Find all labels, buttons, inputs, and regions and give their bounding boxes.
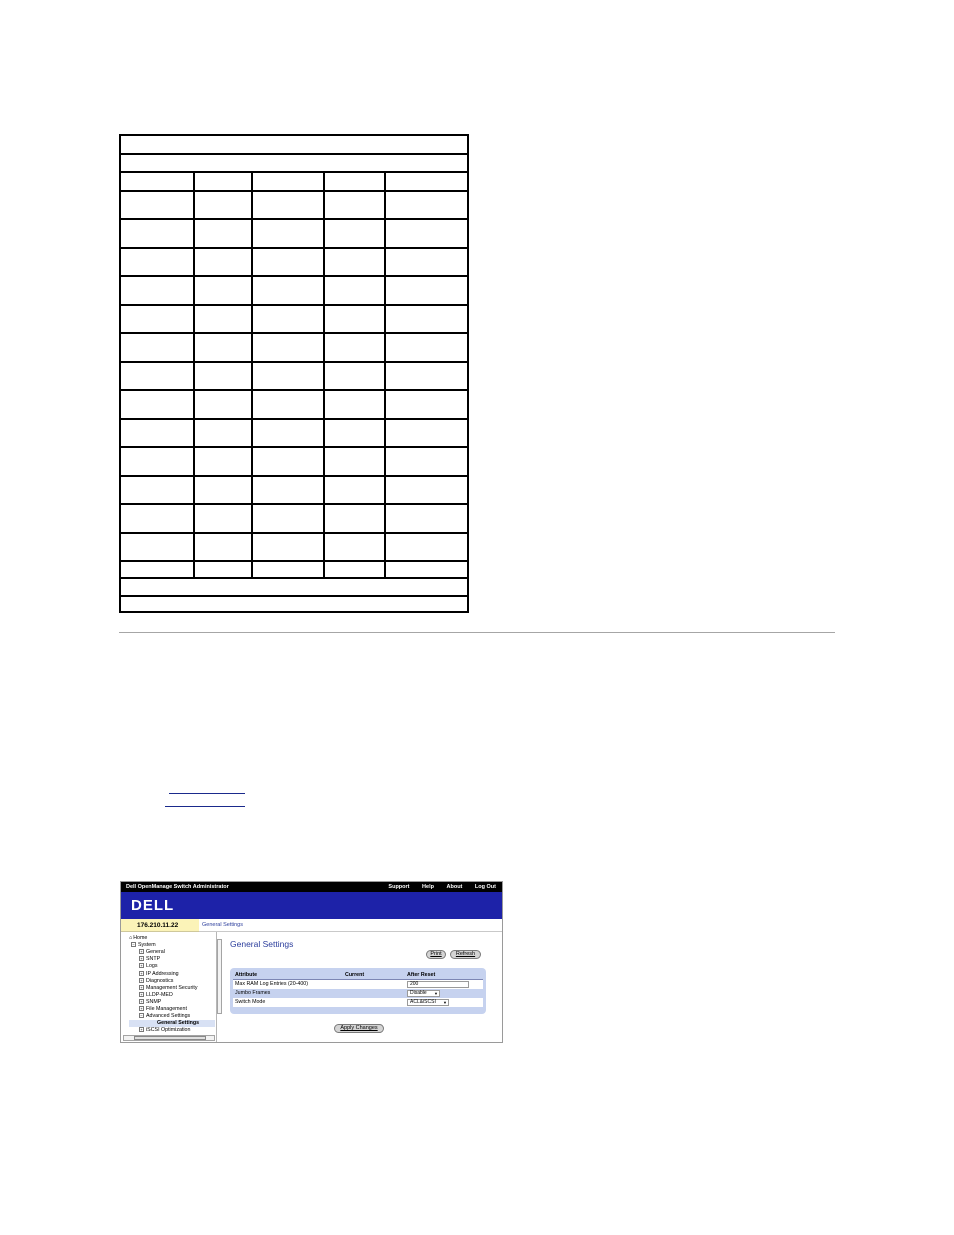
attribute-row: [233, 998, 483, 1007]
page-title: General Settings: [230, 939, 294, 949]
attribute-row: [233, 989, 483, 998]
jumbo-frames-select[interactable]: [407, 990, 440, 997]
tree-item-label: System: [138, 942, 156, 949]
about-link[interactable]: About: [446, 884, 463, 890]
tree-item[interactable]: [139, 949, 165, 956]
attributes-panel: [230, 968, 486, 1014]
tree-item[interactable]: [129, 935, 147, 942]
tree-vertical-scrollbar[interactable]: [217, 939, 222, 1014]
top-links: [377, 882, 496, 892]
collapse-icon[interactable]: −: [140, 1013, 143, 1019]
expand-icon[interactable]: +: [140, 956, 143, 962]
tree-item-label: iSCSI Optimization: [146, 1027, 191, 1034]
help-link[interactable]: Help: [422, 884, 434, 890]
refresh-button[interactable]: Refresh: [450, 950, 481, 959]
tree-item[interactable]: [131, 942, 156, 949]
device-ip: 176.210.11.22: [121, 919, 199, 932]
header-attribute: Attribute: [235, 972, 258, 978]
dell-logo: DELL: [131, 897, 175, 914]
expand-icon[interactable]: +: [140, 998, 143, 1004]
tree-horizontal-scrollbar[interactable]: [123, 1035, 215, 1041]
max-ram-log-entries-input[interactable]: 200: [407, 981, 469, 988]
expand-icon[interactable]: +: [140, 1006, 143, 1012]
expand-icon[interactable]: +: [140, 963, 143, 969]
expand-icon[interactable]: +: [140, 1027, 143, 1033]
tree-item-label: LLDP-MED: [146, 991, 173, 998]
switch-mode-value: ACL&iSCSI: [410, 999, 436, 1005]
attributes-header: [233, 971, 483, 980]
dropdown-arrow-icon: ▼: [434, 991, 438, 996]
tree-item-label: General: [146, 949, 165, 956]
print-button[interactable]: Print: [426, 950, 446, 959]
expand-icon[interactable]: +: [140, 970, 143, 976]
top-bar: [121, 882, 502, 892]
tree-item[interactable]: [139, 971, 179, 978]
document-link[interactable]: [165, 793, 245, 807]
tree-item-label: General Settings: [157, 1020, 200, 1027]
attribute-label: Switch Mode: [235, 999, 266, 1005]
tree-item-label: Management Security: [146, 984, 198, 991]
tree-item[interactable]: [139, 956, 160, 963]
app-title: Dell OpenManage Switch Administrator: [126, 884, 229, 890]
tree-item-label: SNTP: [146, 956, 161, 963]
dropdown-arrow-icon: ▼: [443, 1000, 447, 1005]
expand-icon[interactable]: +: [140, 991, 143, 997]
attribute-label: Jumbo Frames: [235, 990, 271, 996]
tree-item[interactable]: [139, 985, 198, 992]
tree-item-label: Logs: [146, 963, 158, 970]
tree-item[interactable]: [139, 992, 173, 999]
tree-item[interactable]: [129, 1020, 215, 1027]
tree-item-label: SNMP: [146, 998, 162, 1005]
expand-icon[interactable]: +: [140, 977, 143, 983]
apply-changes-button[interactable]: Apply Changes: [334, 1024, 384, 1033]
expand-icon[interactable]: +: [140, 949, 143, 955]
grid-table: [119, 134, 469, 613]
section-divider: [119, 632, 835, 633]
jumbo-frames-value: Disable: [410, 990, 427, 996]
home-icon: ⌂: [129, 935, 133, 941]
collapse-icon[interactable]: −: [132, 942, 135, 948]
header-current: Current: [345, 972, 365, 978]
tree-item-label: Diagnostics: [146, 977, 174, 984]
tree-item-label: Home: [133, 935, 148, 941]
switch-mode-select[interactable]: [407, 999, 449, 1006]
expand-icon[interactable]: +: [140, 984, 143, 990]
tree-item[interactable]: [139, 978, 173, 985]
brand-banner: [121, 892, 502, 919]
navigation-tree: [121, 932, 217, 1043]
logout-link[interactable]: Log Out: [474, 884, 496, 890]
tree-item-label: Advanced Settings: [146, 1013, 191, 1020]
tree-item[interactable]: [139, 1006, 187, 1013]
tree-item-label: File Management: [146, 1006, 187, 1012]
support-link[interactable]: Support: [388, 884, 410, 890]
attribute-row: [233, 980, 483, 989]
tree-item[interactable]: [139, 999, 161, 1006]
tree-item-label: IP Addressing: [146, 970, 179, 977]
attribute-label: Max RAM Log Entries (20-400): [235, 981, 309, 987]
dell-openmanage-screenshot: [120, 881, 503, 1043]
header-after-reset: After Reset: [407, 972, 436, 978]
tree-item[interactable]: [139, 1013, 190, 1020]
breadcrumb: General Settings: [199, 919, 503, 932]
tree-item[interactable]: [139, 963, 158, 970]
tree-item[interactable]: [139, 1027, 190, 1034]
